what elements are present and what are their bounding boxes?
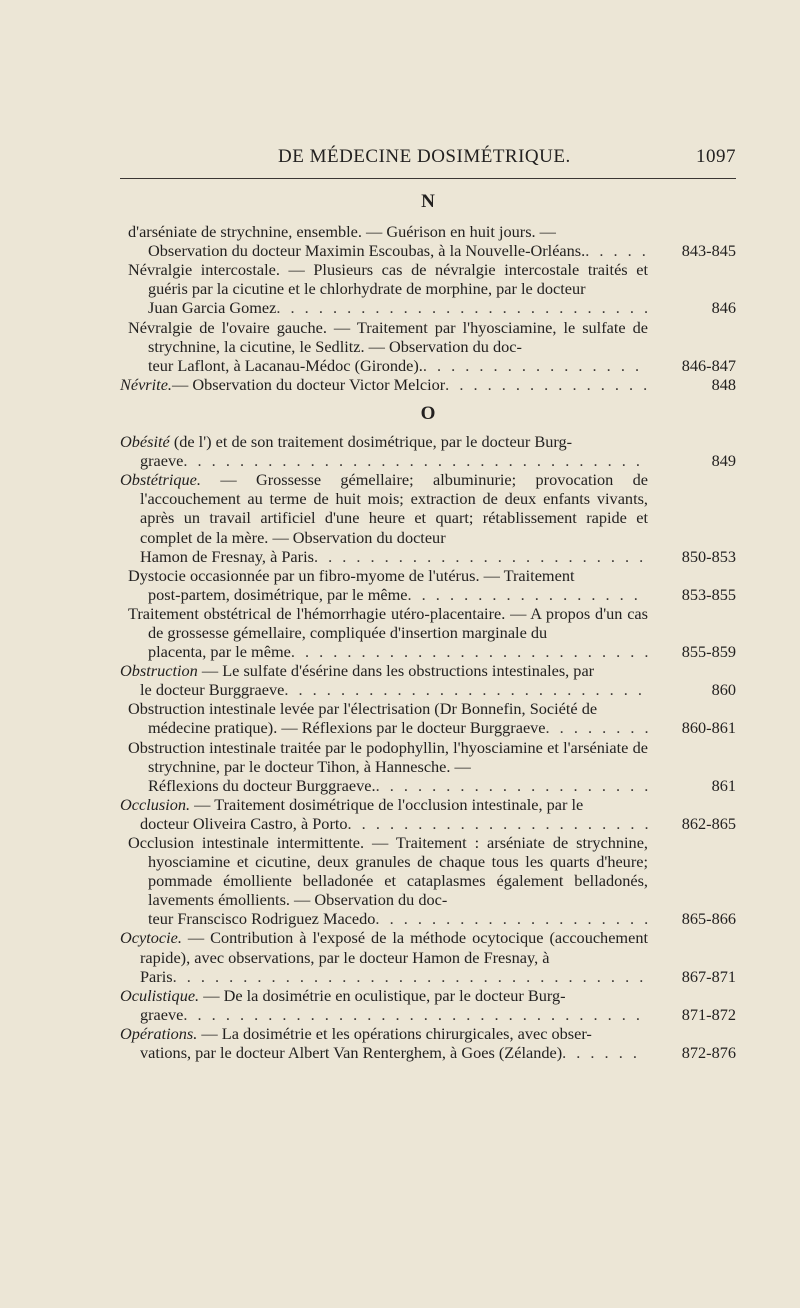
entry-last-line	[120, 814, 648, 833]
entry-last-text: vations, par le docteur Albert Van Renterghem, à Goes (Zélande)	[140, 1043, 563, 1063]
entry-text	[120, 1024, 648, 1043]
section-o-list	[120, 432, 736, 1062]
entry-last-text: Hamon de Fresnay, à Paris	[140, 546, 314, 566]
entry-pages: 871-872	[681, 1004, 736, 1024]
dot-leader	[183, 451, 648, 470]
entry-pages: 860-861	[681, 718, 736, 738]
entry-last-line	[120, 547, 648, 566]
index-entry	[120, 833, 736, 928]
entry-text	[120, 928, 648, 966]
entry-last-line	[120, 241, 648, 260]
entry-text	[120, 795, 648, 814]
entry-last-text: teur Franscisco Rodriguez Macedo	[148, 909, 376, 929]
dot-leader	[546, 718, 648, 737]
entry-last-text: médecine pratique). — Réflexions par le docteur Burggraeve	[148, 718, 546, 738]
entry-keyword: Oculistique.	[120, 985, 200, 1005]
dot-leader	[291, 642, 648, 661]
entry-last-line	[120, 642, 648, 661]
section-n-list	[120, 222, 736, 394]
entry-last-line	[120, 451, 648, 470]
entry-text	[120, 318, 648, 356]
entry-last-text: post-partem, dosimétrique, par le même	[148, 584, 408, 604]
index-entry	[120, 928, 736, 985]
entry-last-line	[120, 718, 648, 737]
entry-last-text: graeve	[140, 1004, 184, 1024]
dot-leader	[375, 909, 648, 928]
dot-leader	[445, 375, 648, 394]
entry-pages: 862-865	[681, 813, 736, 833]
entry-text	[120, 833, 648, 909]
dot-leader	[173, 967, 648, 986]
entry-body: — Le sulfate d'ésérine dans les obstructions intestinales, par	[201, 661, 595, 681]
entry-pages: 861	[711, 775, 736, 795]
entry-keyword: Obstétrique.	[120, 470, 201, 490]
dot-leader	[348, 814, 648, 833]
index-entry	[120, 1024, 736, 1062]
entry-keyword: Névrite.	[120, 374, 172, 394]
entry-text	[120, 986, 648, 1005]
entry-last-line	[120, 776, 648, 795]
entry-body: Occlusion intestinale intermittente. — Traitement : arséniate de strychnine, hyosciamine et cicutine, deux granules de chaque tous les quarts d'heure; pommade émolliente belladonée et cataplasmes également belladonés, lavements émollients. — Observation du doc-	[128, 833, 648, 910]
entry-body: Obstruction intestinale levée par l'électrisation (Dr Bonnefin, Société de	[128, 699, 598, 719]
index-entry	[120, 661, 736, 699]
entry-last-text: — Observation du docteur Victor Melcior	[172, 374, 446, 394]
entry-pages: 850-853	[681, 546, 736, 566]
entry-keyword: Obstruction	[120, 661, 198, 681]
dot-leader	[423, 356, 648, 375]
entry-last-text: le docteur Burggraeve	[140, 680, 285, 700]
entry-last-text: teur Laflont, à Lacanau-Médoc (Gironde).	[148, 355, 423, 375]
index-entry	[120, 318, 736, 375]
entry-body: — De la dosimétrie en oculistique, par le docteur Burg-	[203, 985, 566, 1005]
entry-pages: 855-859	[681, 642, 736, 662]
running-title: DE MÉDECINE DOSIMÉTRIQUE.	[278, 146, 571, 167]
dot-leader	[562, 1043, 648, 1062]
entry-pages: 849	[711, 451, 736, 471]
index-entry	[120, 699, 736, 737]
entry-last-text: Juan Garcia Gomez	[148, 298, 277, 318]
entry-last-text: Réflexions du docteur Burggraeve.	[148, 775, 376, 795]
dot-leader	[376, 776, 648, 795]
dot-leader	[408, 585, 648, 604]
entry-body: Névralgie intercostale. — Plusieurs cas de névralgie intercostale traités et guéris par la cicutine et le chlorhydrate de morphine, par le docteur	[128, 260, 648, 299]
section-letter-n: N	[421, 191, 435, 212]
entry-last-line	[120, 356, 648, 375]
entry-text	[120, 432, 648, 451]
index-entry	[120, 470, 736, 565]
index-entry	[120, 738, 736, 795]
index-entries	[120, 192, 736, 1062]
entry-body: Dystocie occasionnée par un fibro-myome de l'utérus. — Traitement	[128, 565, 575, 585]
entry-body: Traitement obstétrical de l'hémorrhagie utéro-placentaire. — A propos d'un cas de grossesse gémellaire, compliquée d'insertion marginale du	[128, 603, 648, 642]
index-entry	[120, 260, 736, 317]
index-entry	[120, 795, 736, 833]
entry-text	[120, 566, 648, 585]
entry-pages: 853-855	[681, 584, 736, 604]
entry-pages: 848	[711, 374, 736, 394]
entry-body: Obstruction intestinale traitée par le podophyllin, l'hyosciamine et l'arséniate de strychnine, par le docteur Tihon, à Hannesche. —	[128, 737, 648, 776]
entry-keyword: Ocytocie.	[120, 928, 182, 948]
section-letter-o: O	[420, 402, 436, 424]
entry-body: d'arséniate de strychnine, ensemble. — Guérison en huit jours. —	[128, 222, 556, 242]
entry-text	[120, 738, 648, 776]
entry-text	[120, 260, 648, 298]
index-entry	[120, 222, 736, 260]
dot-leader	[585, 241, 648, 260]
entry-last-line	[120, 585, 648, 604]
index-entry	[120, 432, 736, 470]
dot-leader	[276, 298, 648, 317]
entry-keyword: Occlusion.	[120, 794, 191, 814]
entry-pages: 846-847	[681, 355, 736, 375]
entry-last-line	[120, 909, 648, 928]
entry-body: — Traitement dosimétrique de l'occlusion intestinale, par le	[194, 794, 584, 814]
entry-pages: 860	[711, 680, 736, 700]
index-entry	[120, 604, 736, 661]
entry-last-text: Observation du docteur Maximin Escoubas, à la Nouvelle-Orléans.	[148, 241, 586, 261]
page-number: 1097	[696, 146, 736, 167]
index-entry	[120, 566, 736, 604]
entry-pages: 872-876	[681, 1043, 736, 1063]
entry-keyword: Obésité	[120, 432, 170, 452]
entry-keyword: Opérations.	[120, 1023, 198, 1043]
entry-text	[120, 222, 648, 241]
entry-last-line	[120, 1005, 648, 1024]
entry-last-text: graeve	[140, 451, 184, 471]
entry-last-line	[120, 298, 648, 317]
entry-last-line	[120, 375, 648, 394]
entry-body: (de l') et de son traitement dosimétrique, par le docteur Burg-	[173, 432, 573, 452]
dot-leader	[183, 1005, 648, 1024]
entry-text	[120, 470, 648, 546]
dot-leader	[314, 547, 648, 566]
entry-body: — Contribution à l'exposé de la méthode ocytocique (accouchement rapide), avec observations, par le docteur Hamon de Fresnay, à	[140, 928, 648, 967]
entry-last-text: placenta, par le même	[148, 642, 291, 662]
entry-pages: 867-871	[681, 966, 736, 986]
header-rule	[120, 178, 736, 179]
entry-last-text: docteur Oliveira Castro, à Porto	[140, 813, 348, 833]
entry-text	[120, 661, 648, 680]
entry-last-line	[120, 967, 648, 986]
index-entry	[120, 986, 736, 1024]
entry-text	[120, 699, 648, 718]
index-entry	[120, 375, 736, 394]
entry-last-line	[120, 1043, 648, 1062]
entry-last-text: Paris	[140, 966, 173, 986]
entry-pages: 843-845	[681, 241, 736, 261]
entry-body: — La dosimétrie et les opérations chirurgicales, avec obser-	[201, 1023, 592, 1043]
entry-last-line	[120, 680, 648, 699]
entry-body: Névralgie de l'ovaire gauche. — Traitement par l'hyosciamine, le sulfate de strychnine, la cicutine, le Sedlitz. — Observation du doc-	[128, 317, 648, 356]
dot-leader	[284, 680, 648, 699]
entry-pages: 865-866	[681, 909, 736, 929]
entry-pages: 846	[711, 298, 736, 318]
entry-text	[120, 604, 648, 642]
entry-body: — Grossesse gémellaire; albuminurie; provocation de l'accouchement au terme de huit mois; extraction de deux enfants vivants, après un travail artificiel d'une heure et quart; rétablissement rapide et complet de la mère. — Observation du docteur	[140, 470, 648, 547]
